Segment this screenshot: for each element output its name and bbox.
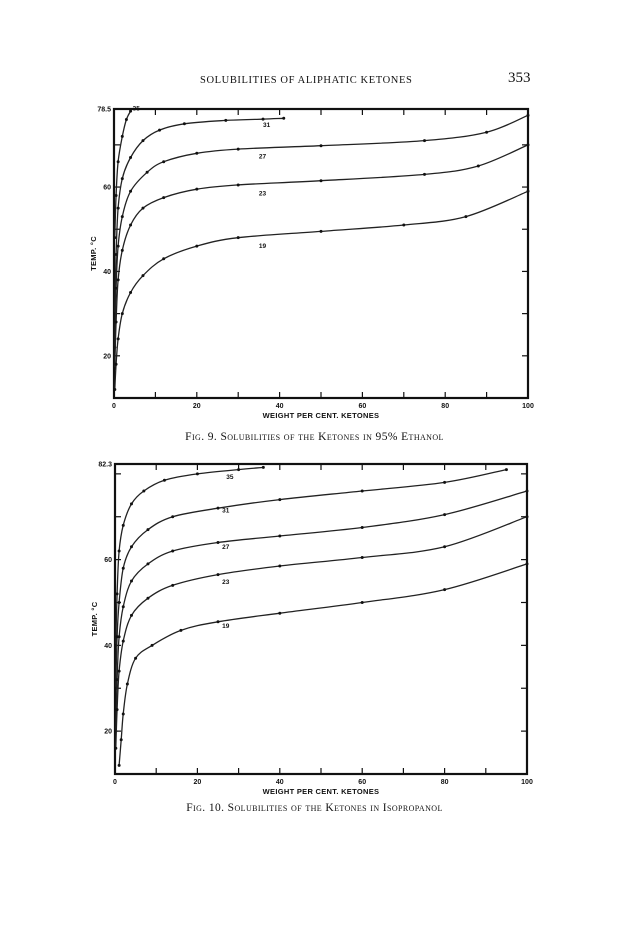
data-point-19 [526, 562, 529, 565]
series-label-35: 35 [226, 474, 234, 482]
x-axis-label: WEIGHT PER CENT. KETONES [262, 787, 380, 796]
y-tick-label: 40 [104, 642, 112, 650]
y-tick-label: 20 [104, 728, 112, 736]
data-point-35 [196, 472, 199, 475]
data-point-35 [237, 468, 240, 471]
figure-10-caption: Fig. 10. Solubilities of the Ketones in Isopropanol [186, 802, 443, 814]
data-point-19 [118, 764, 121, 767]
series-label-27: 27 [258, 153, 267, 161]
data-point-27 [122, 605, 125, 608]
data-point-23 [146, 597, 149, 600]
data-point-31 [171, 515, 174, 518]
data-point-27 [217, 541, 220, 544]
data-point-27 [526, 490, 529, 493]
data-point-23 [114, 747, 117, 750]
x-tick-label: 20 [192, 403, 201, 410]
x-tick-label: 100 [521, 779, 533, 786]
data-point-35 [142, 490, 145, 493]
page-number: 353 [508, 70, 531, 86]
figure-9-caption: Fig. 9. Solubilities of the Ketones in 95% Ethanol [185, 431, 444, 443]
data-point-19 [120, 738, 123, 741]
plot-frame [115, 464, 527, 774]
x-tick-label: 80 [440, 779, 449, 786]
x-tick-label: 0 [112, 403, 116, 410]
y-tick-label: 78.5 [97, 106, 111, 114]
data-point-31 [130, 545, 133, 548]
data-point-31 [122, 567, 125, 570]
y-axis-label: TEMP. °C [89, 236, 98, 271]
data-point-35 [122, 524, 125, 527]
y-tick-label: 60 [103, 184, 111, 192]
y-tick-label: 60 [104, 557, 112, 565]
data-point-35 [116, 592, 119, 595]
data-point-23 [526, 515, 529, 518]
data-point-31 [217, 507, 220, 510]
series-line-27 [116, 491, 527, 731]
x-tick-label: 40 [275, 403, 284, 410]
data-point-23 [116, 708, 119, 711]
x-tick-label: 0 [113, 779, 117, 786]
data-point-19 [122, 712, 125, 715]
data-point-35 [262, 466, 265, 469]
data-point-23 [361, 556, 364, 559]
data-point-23 [217, 573, 220, 576]
data-point-27 [146, 562, 149, 565]
series-line-23 [116, 517, 527, 749]
y-tick-label: 82.3 [98, 461, 112, 469]
data-point-19 [361, 601, 364, 604]
series-label-27: 27 [222, 543, 230, 551]
data-point-23 [130, 614, 133, 617]
data-point-27 [171, 550, 174, 553]
data-point-35 [118, 550, 121, 553]
data-point-31 [278, 498, 281, 501]
series-line-31 [116, 470, 507, 689]
x-axis-label: WEIGHT PER CENT. KETONES [262, 411, 380, 420]
data-point-31 [118, 601, 121, 604]
x-tick-label: 100 [522, 403, 534, 410]
data-point-27 [118, 635, 121, 638]
series-label-19: 19 [222, 623, 230, 631]
series-label-23: 23 [258, 190, 267, 198]
x-tick-label: 20 [193, 779, 202, 786]
y-axis-label: TEMP. °C [90, 601, 99, 637]
series-label-19: 19 [258, 243, 267, 251]
data-point-19 [134, 657, 137, 660]
data-point-27 [443, 513, 446, 516]
series-line-19 [119, 564, 527, 766]
data-point-19 [179, 629, 182, 632]
data-point-23 [122, 640, 125, 643]
y-tick-label: 40 [103, 268, 111, 276]
data-point-19 [217, 620, 220, 623]
series-label-23: 23 [222, 579, 230, 587]
series-label-31: 31 [263, 122, 271, 130]
series-label-35: 35 [132, 105, 140, 113]
data-point-35 [130, 502, 133, 505]
data-point-19 [278, 612, 281, 615]
data-point-27 [278, 535, 281, 538]
data-point-23 [278, 565, 281, 568]
data-point-31 [361, 490, 364, 493]
data-point-35 [163, 479, 166, 482]
y-tick-label: 20 [103, 353, 111, 361]
data-point-23 [118, 670, 121, 673]
data-point-31 [505, 468, 508, 471]
data-point-23 [443, 545, 446, 548]
data-point-19 [151, 644, 154, 647]
data-point-27 [130, 580, 133, 583]
data-point-19 [443, 588, 446, 591]
data-point-27 [361, 526, 364, 529]
series-label-31: 31 [222, 507, 230, 515]
data-point-23 [171, 584, 174, 587]
x-tick-label: 80 [441, 403, 450, 410]
data-point-19 [126, 682, 129, 685]
x-tick-label: 60 [358, 779, 367, 786]
x-tick-label: 40 [275, 779, 284, 786]
running-title: SOLUBILITIES OF ALIPHATIC KETONES [200, 75, 413, 86]
data-point-31 [146, 528, 149, 531]
x-tick-label: 60 [358, 403, 367, 410]
data-point-31 [443, 481, 446, 484]
